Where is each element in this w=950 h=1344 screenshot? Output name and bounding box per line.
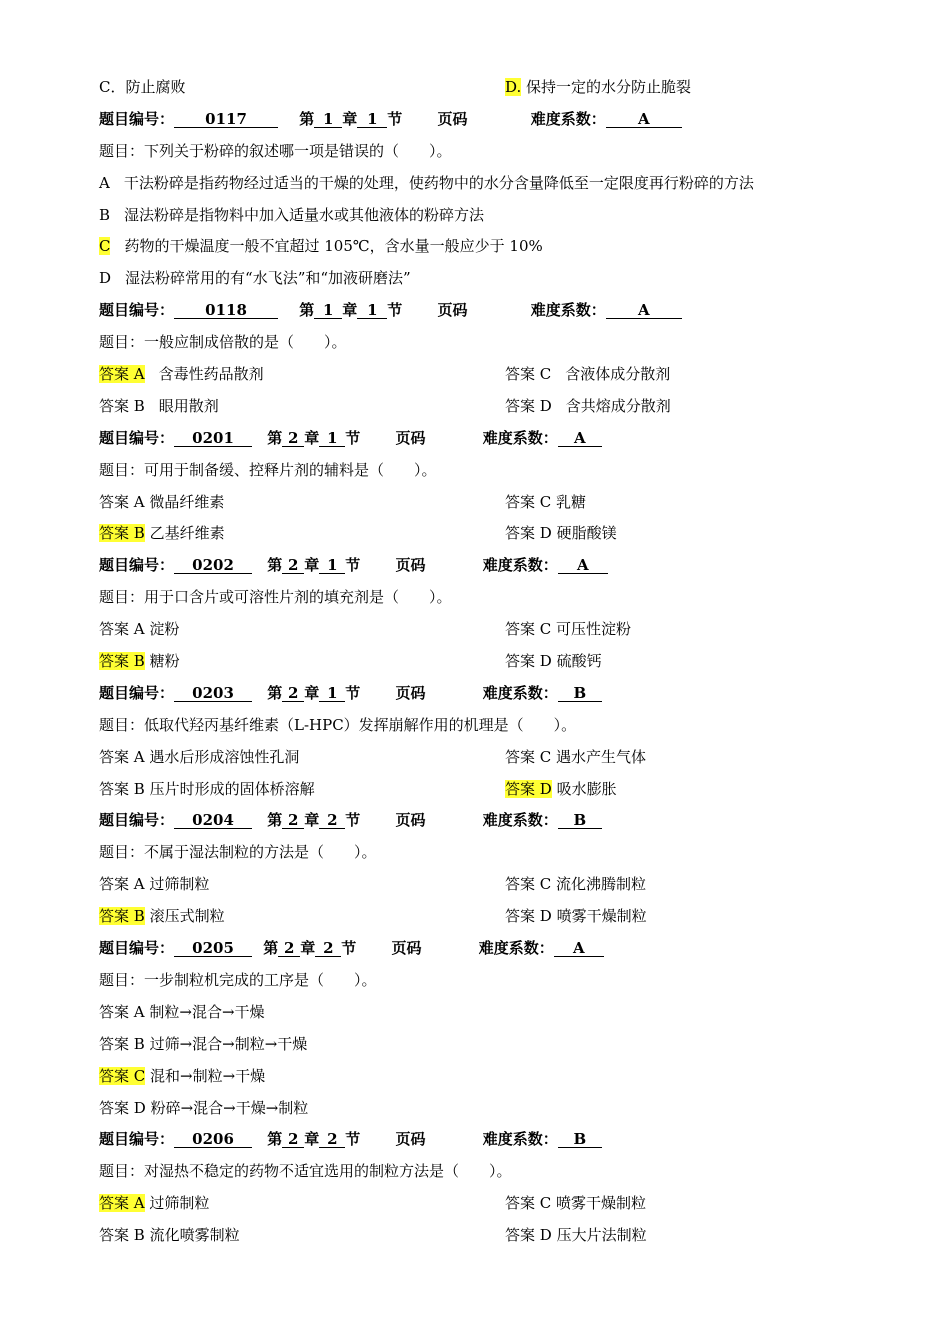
option-a: 答案 A 遇水后形成溶蚀性孔洞 [99, 747, 300, 766]
chapter-number: 2 [282, 685, 304, 702]
option-d: 答案 D 粉碎→混合→干燥→制粒 [99, 1098, 309, 1117]
question-stem: 题目：可用于制备缓、控释片剂的辅料是（ ）。 [99, 460, 437, 479]
question-stem: 题目：对湿热不稳定的药物不适宜选用的制粒方法是（ ）。 [99, 1162, 512, 1181]
answer-highlight: D. [505, 78, 522, 96]
answer-highlight: 答案 C [99, 1066, 146, 1085]
page-label: 页码 [395, 1130, 426, 1149]
option-row [99, 487, 859, 519]
chapter-number: 1 [314, 302, 342, 319]
chapter-number: 2 [282, 1131, 304, 1148]
question-id: 0206 [174, 1131, 252, 1148]
page-label: 页码 [391, 939, 422, 958]
question-stem: 题目：不属于湿法制粒的方法是（ ）。 [99, 843, 377, 862]
section-number: 2 [315, 940, 341, 957]
option-b: 答案 B 压片时形成的固体桥溶解 [99, 779, 315, 798]
answer-highlight: 答案 A [99, 1194, 145, 1213]
option-d: D 湿法粉碎常用的有“水飞法”和“加液研磨法” [99, 269, 411, 288]
difficulty-value: A [558, 430, 602, 447]
option-row [99, 391, 859, 423]
option-b: 答案 B 滚压式制粒 [99, 907, 225, 926]
option-b: 答案 B 糖粉 [99, 652, 180, 671]
option-b: 答案 B 乙基纤维素 [99, 524, 225, 543]
option-d: 答案 D 硫酸钙 [505, 652, 602, 671]
option-c: 答案 C 混和→制粒→干燥 [99, 1066, 266, 1085]
page-label: 页码 [395, 428, 426, 447]
option-c: 答案 C 流化沸腾制粒 [505, 875, 647, 894]
question-stem: 题目：低取代羟丙基纤维素（L-HPC）发挥崩解作用的机理是（ ）。 [99, 715, 577, 734]
option-a: 答案 A 制粒→混合→干燥 [99, 1002, 265, 1021]
question-header: 题目编号： 0204 第 2 章 2 节 页码 难度系数： B [99, 805, 859, 837]
option-c: 答案 C 乳糖 [505, 492, 587, 511]
difficulty-value: A [554, 940, 604, 957]
question-header: 题目编号： 0202 第 2 章 1 节 页码 难度系数： A [99, 550, 859, 582]
option-d: 答案 D 硬脂酸镁 [505, 524, 617, 543]
option-b: B 湿法粉碎是指物料中加入适量水或其他液体的粉碎方法 [99, 205, 485, 224]
question-stem: 题目：一般应制成倍散的是（ ）。 [99, 333, 347, 352]
option-d: 答案 D 含共熔成分散剂 [505, 396, 671, 415]
option-row [99, 869, 859, 901]
question-header: 题目编号： 0118 第 1 章 1 节 页码 难度系数： A [99, 295, 859, 327]
section-number: 1 [357, 111, 387, 128]
difficulty-value: A [606, 111, 682, 128]
option-c: 答案 C 遇水产生气体 [505, 747, 647, 766]
section-number: 1 [319, 685, 345, 702]
answer-highlight: 答案 A [99, 365, 145, 384]
question-id: 0204 [174, 812, 252, 829]
section-number: 2 [319, 812, 345, 829]
question-id: 0118 [174, 302, 278, 319]
page-label: 页码 [437, 109, 468, 128]
question-stem: 题目：用于口含片或可溶性片剂的填充剂是（ ）。 [99, 588, 452, 607]
chapter-number: 2 [282, 557, 304, 574]
difficulty-value: B [558, 685, 602, 702]
option-row [99, 614, 859, 646]
question-header: 题目编号： 0206 第 2 章 2 节 页码 难度系数： B [99, 1124, 859, 1156]
chapter-number: 2 [282, 430, 304, 447]
option-row [99, 359, 859, 391]
option-c: 答案 C 含液体成分散剂 [505, 365, 671, 384]
option-row [99, 901, 859, 933]
answer-highlight: 答案 B [99, 652, 145, 671]
chapter-number: 1 [314, 111, 342, 128]
option-d: D. 保持一定的水分防止脆裂 [505, 78, 692, 96]
difficulty-value: A [558, 557, 608, 574]
section-number: 1 [319, 430, 345, 447]
option-b: 答案 B 过筛→混合→制粒→干燥 [99, 1034, 308, 1053]
option-c: C 药物的干燥温度一般不宜超过 105℃，含水量一般应少于 10% [99, 237, 543, 256]
option-d: 答案 D 吸水膨胀 [505, 779, 617, 798]
difficulty-value: A [606, 302, 682, 319]
question-stem: 题目：一步制粒机完成的工序是（ ）。 [99, 970, 377, 989]
option-b: 答案 B 流化喷雾制粒 [99, 1226, 240, 1245]
page-label: 页码 [437, 301, 468, 320]
question-id: 0203 [174, 685, 252, 702]
section-number: 1 [319, 557, 345, 574]
option-a: 答案 A 过筛制粒 [99, 1194, 210, 1213]
question-header: 题目编号： 0201 第 2 章 1 节 页码 难度系数： A [99, 423, 859, 455]
chapter-number: 2 [282, 812, 304, 829]
option-row [99, 518, 859, 550]
question-id: 0201 [174, 430, 252, 447]
question-header: 题目编号： 0117 第 1 章 1 节 页码 难度系数： A [99, 104, 859, 136]
answer-highlight: 答案 D [505, 779, 552, 798]
option-c: C．防止腐败 [99, 78, 186, 96]
section-number: 1 [357, 302, 387, 319]
option-row [99, 1220, 859, 1252]
option-a: A 干法粉碎是指药物经过适当的干燥的处理，使药物中的水分含量降低至一定限度再行粉碎的方法 [99, 173, 754, 192]
question-header: 题目编号： 0205 第 2 章 2 节 页码 难度系数： A [99, 933, 859, 965]
document-page [99, 72, 859, 1252]
option-a: 答案 A 淀粉 [99, 620, 180, 639]
page-label: 页码 [395, 811, 426, 830]
option-c: 答案 C 喷雾干燥制粒 [505, 1194, 647, 1213]
option-d: 答案 D 喷雾干燥制粒 [505, 907, 647, 926]
section-number: 2 [319, 1131, 345, 1148]
option-d: 答案 D 压大片法制粒 [505, 1226, 647, 1245]
option-row [99, 646, 859, 678]
option-row [99, 774, 859, 806]
option-a: 答案 A 微晶纤维素 [99, 492, 225, 511]
difficulty-value: B [558, 812, 602, 829]
difficulty-value: B [558, 1131, 602, 1148]
question-id: 0205 [174, 940, 252, 957]
page-label: 页码 [395, 683, 426, 702]
answer-highlight: C [99, 237, 111, 256]
option-c: 答案 C 可压性淀粉 [505, 620, 632, 639]
question-id: 0202 [174, 557, 252, 574]
option-row [99, 72, 859, 104]
question-stem: 题目：下列关于粉碎的叙述哪一项是错误的（ ）。 [99, 141, 452, 160]
chapter-number: 2 [278, 940, 300, 957]
option-b: 答案 B 眼用散剂 [99, 396, 219, 415]
answer-highlight: 答案 B [99, 524, 145, 543]
answer-highlight: 答案 B [99, 907, 145, 926]
option-row [99, 1188, 859, 1220]
question-id: 0117 [174, 111, 278, 128]
option-row [99, 742, 859, 774]
option-a: 答案 A 过筛制粒 [99, 875, 210, 894]
option-a: 答案 A 含毒性药品散剂 [99, 365, 264, 384]
page-label: 页码 [395, 556, 426, 575]
question-header: 题目编号： 0203 第 2 章 1 节 页码 难度系数： B [99, 678, 859, 710]
